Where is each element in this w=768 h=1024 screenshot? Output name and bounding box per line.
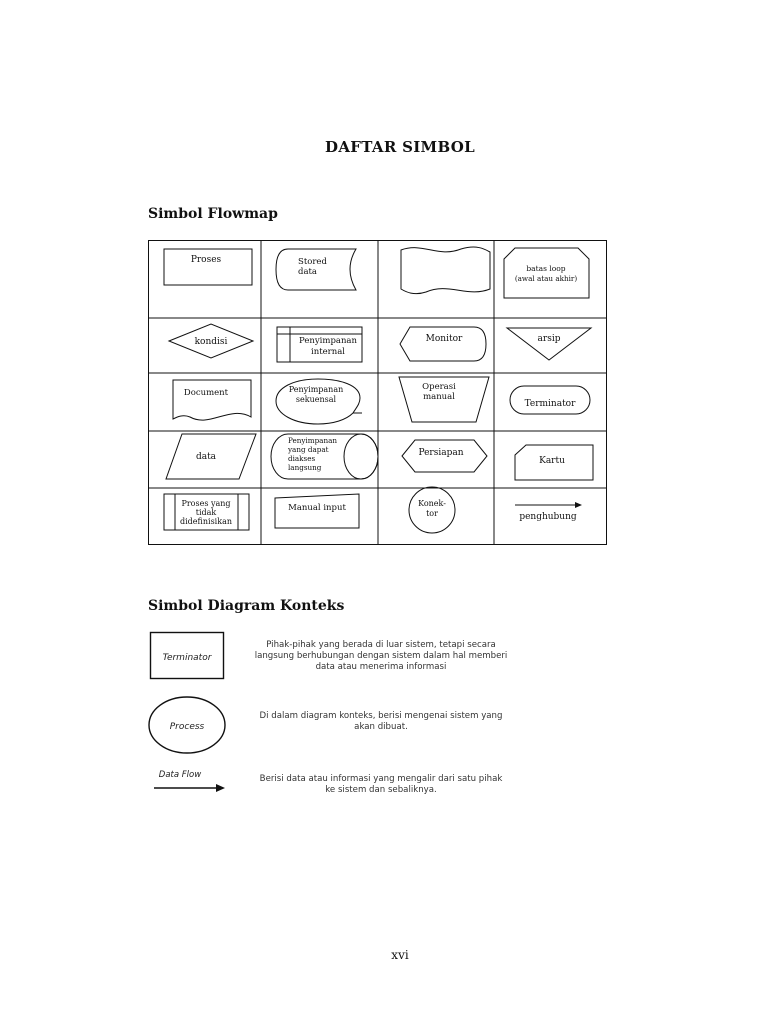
punched-tape-symbol — [401, 247, 490, 294]
label-konektor-1: Konek- — [418, 499, 446, 508]
label-penyimpanan-internal-2: internal — [311, 347, 345, 357]
label-operasi-manual-2: manual — [423, 392, 455, 402]
context-terminator-desc-line-1: Pihak-pihak yang berada di luar sistem, tetapi secara — [266, 640, 496, 650]
label-penyimpanan-langsung-2: yang dapat — [288, 445, 329, 454]
label-batas-loop-1: batas loop — [526, 264, 566, 273]
label-penyimpanan-langsung-4: langsung — [288, 463, 322, 472]
section-title-context-diagram: Simbol Diagram Konteks — [148, 598, 345, 614]
label-arsip: arsip — [537, 334, 561, 344]
monitor-symbol — [400, 327, 486, 361]
context-process-description — [235, 711, 527, 733]
context-data-flow-desc-line-2: ke sistem dan sebaliknya. — [325, 785, 437, 795]
label-batas-loop-2: (awal atau akhir) — [514, 274, 578, 283]
context-terminator-desc-line-2: langsung berhubungan dengan sistem dalam hal memberi — [254, 651, 508, 661]
page-title: DAFTAR SIMBOL — [325, 138, 475, 156]
context-process-desc-line-2: akan dibuat. — [354, 722, 408, 732]
context-terminator-description — [235, 640, 527, 673]
label-penghubung: penghubung — [519, 512, 577, 522]
context-diagram-symbols — [146, 628, 246, 807]
label-persiapan: Persiapan — [418, 448, 464, 458]
page-number: xvi — [391, 948, 409, 962]
label-proses-tidak-didefinisikan-2: tidak — [195, 508, 217, 517]
context-data-flow-desc-line-1: Berisi data atau informasi yang mengalir dari satu pihak — [259, 774, 503, 784]
label-penyimpanan-langsung-1: Penyimpanan — [288, 436, 337, 445]
label-penyimpanan-sekuensial-2: sekuensal — [295, 395, 337, 404]
label-document: Document — [183, 388, 229, 398]
document-symbol — [173, 380, 251, 420]
context-data-flow-description — [235, 774, 527, 796]
label-operasi-manual-1: Operasi — [422, 382, 456, 392]
label-konektor-2: tor — [426, 509, 438, 518]
label-penyimpanan-langsung-3: diakses — [288, 454, 316, 463]
label-terminator: Terminator — [524, 399, 576, 409]
label-proses-tidak-didefinisikan-3: didefinisikan — [179, 517, 233, 526]
label-penyimpanan-internal-1: Penyimpanan — [299, 336, 357, 346]
context-terminator-label: Terminator — [162, 653, 212, 663]
context-terminator-desc-line-3: data atau menerima informasi — [315, 662, 447, 672]
section-title-flowmap: Simbol Flowmap — [148, 206, 278, 222]
context-data-flow-label: Data Flow — [158, 770, 202, 780]
flowmap-symbol-table — [148, 240, 608, 550]
label-kondisi: kondisi — [194, 337, 228, 347]
label-data: data — [195, 452, 217, 462]
archive-symbol — [507, 328, 591, 360]
label-kartu: Kartu — [539, 456, 565, 466]
context-arrow-head-icon — [216, 784, 225, 792]
label-proses-tidak-didefinisikan-1: Proses yang — [181, 499, 231, 508]
label-proses: Proses — [190, 255, 222, 265]
arrow-head-icon — [575, 502, 582, 508]
context-process-label: Process — [169, 722, 205, 732]
label-manual-input: Manual input — [288, 503, 346, 513]
context-process-desc-line-1: Di dalam diagram konteks, berisi mengenai sistem yang — [259, 711, 503, 721]
label-stored-data-1: Stored — [298, 257, 327, 267]
loop-limit-symbol — [504, 248, 589, 298]
label-penyimpanan-sekuensial-1: Penyimpanan — [288, 385, 344, 394]
label-stored-data-2: data — [298, 267, 317, 277]
label-monitor: Monitor — [425, 334, 463, 344]
